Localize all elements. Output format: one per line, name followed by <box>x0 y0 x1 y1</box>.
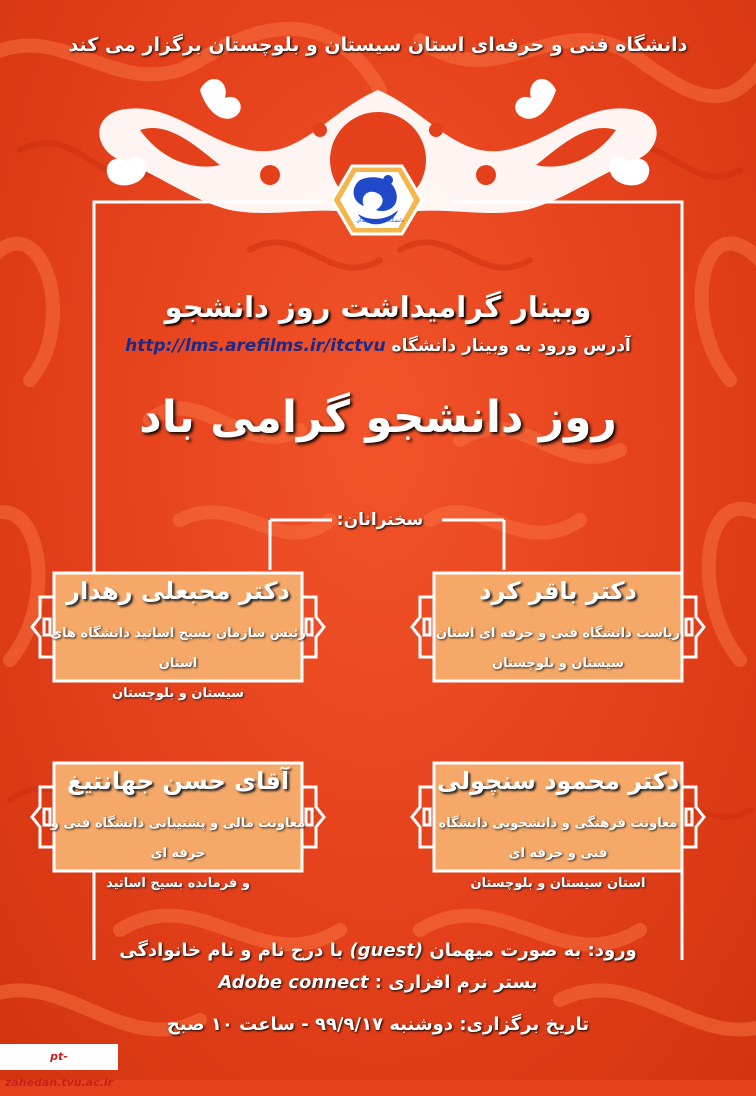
speakers-label: سخنرانان: <box>336 510 424 530</box>
organizer-line: دانشگاه فنی و حرفه‌ای استان سیستان و بلوچستان برگزار می کند <box>68 34 688 56</box>
webinar-address <box>60 336 696 356</box>
slogan: روز دانشجو گرامی باد <box>139 392 617 443</box>
speaker-name: آقای حسن جهانتیغ <box>66 767 290 795</box>
schedule-line: تاریخ برگزاری: دوشنبه ۹۹/۹/۱۷ - ساعت ۱۰ صبح <box>166 1014 590 1035</box>
webinar-url[interactable]: http://lms.arefilms.ir/itctvu <box>125 336 386 356</box>
speaker-role <box>424 619 692 679</box>
speaker-name: دکتر محبعلی رهدار <box>66 577 290 605</box>
speaker-card <box>410 757 706 891</box>
speaker-role-line1: رئیس سازمان بسیج اساتید دانشگاه های استان <box>50 626 306 671</box>
speaker-role-line2: و فرمانده بسیج اساتید <box>106 876 250 891</box>
platform-label: بستر نرم افزاری : <box>374 972 538 993</box>
speaker-role-line1: معاونت فرهنگی و دانشجویی دانشگاه فنی و حرفه ای <box>438 816 678 861</box>
entry-instructions <box>0 940 756 961</box>
speaker-name: دکتر باقر کرد <box>479 577 637 605</box>
entry-prefix: ورود: به صورت میهمان <box>429 940 637 961</box>
speaker-role-line2: سیستان و بلوچستان <box>492 656 624 671</box>
website-link[interactable]: pt-zahedan.tvu.ac.ir <box>0 1044 118 1070</box>
address-label: آدرس ورود به وبینار دانشگاه <box>391 336 631 356</box>
speaker-role-line2: سیستان و بلوچستان <box>112 686 244 701</box>
speaker-card <box>30 757 326 891</box>
entry-suffix: با درج نام و نام خانوادگی <box>119 940 344 961</box>
webinar-title: وبینار گرامیداشت روز دانشجو <box>164 290 592 324</box>
speaker-role <box>44 809 312 899</box>
logo-caption: دانشگاه فنی و حرفه‌ای <box>356 218 404 224</box>
speaker-card <box>30 567 326 701</box>
entry-guest: (guest) <box>349 940 424 961</box>
speaker-role <box>424 809 692 899</box>
speaker-role-line2: استان سیستان و بلوچستان <box>470 876 646 891</box>
platform-name: Adobe connect <box>218 972 369 993</box>
platform-line <box>0 972 756 993</box>
speaker-role-line1: معاونت مالی و پشتیبانی دانشگاه فنی و حرفه ای <box>50 816 306 861</box>
speaker-role <box>44 619 312 709</box>
speaker-name: دکتر محمود سنچولی <box>436 767 680 795</box>
speaker-role-line1: ریاست دانشگاه فنی و حرفه ای استان <box>435 626 681 641</box>
speaker-card <box>410 567 706 687</box>
university-logo-icon <box>322 158 432 242</box>
